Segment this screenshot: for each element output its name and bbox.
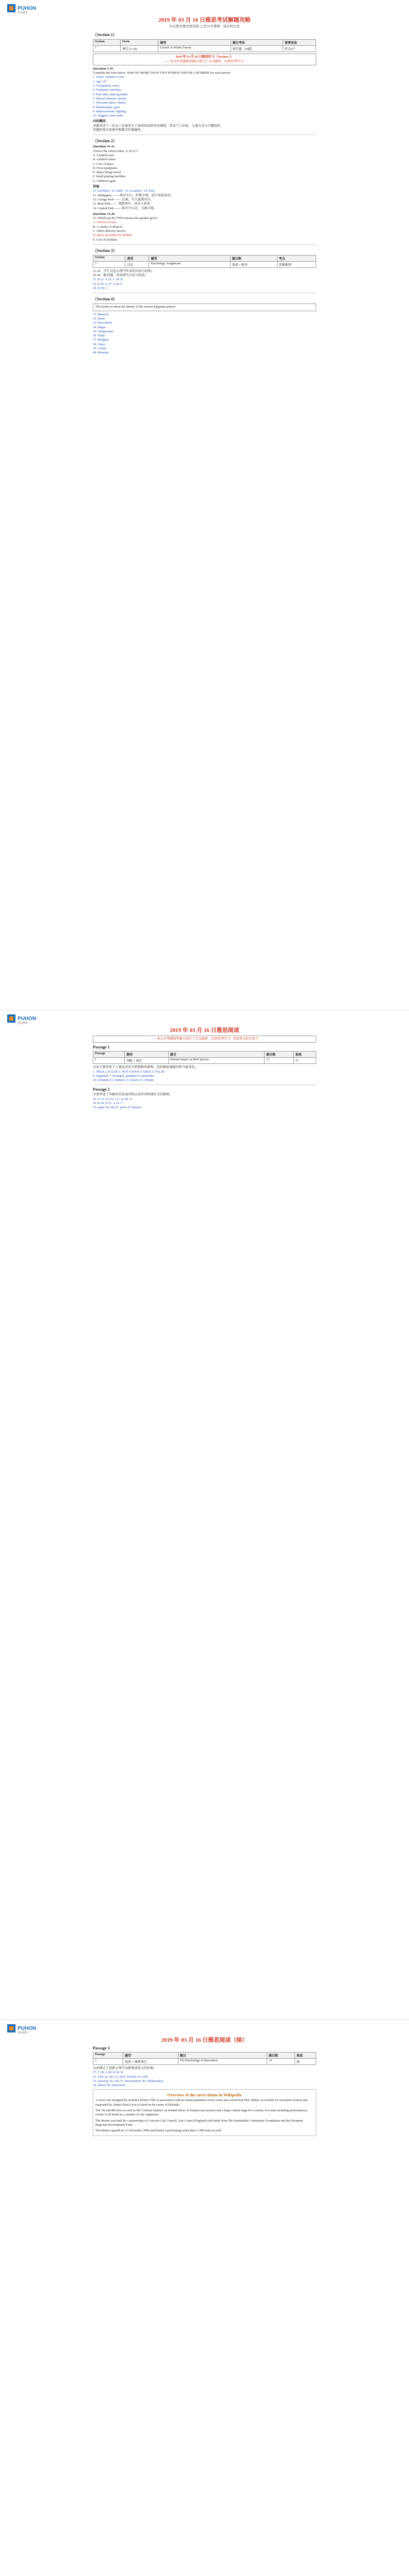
passage-1-table (93, 1051, 316, 1064)
list-item: B. Limited colour (93, 158, 116, 162)
article-paragraph: The theatre opened on 21 November 2008 and hosted a performing arena that's 1,000 seats in total. (95, 2129, 222, 2133)
answers-line: 25. E 26. G 27. A 28. F (93, 282, 123, 286)
list-item: 1. Name: Jennifer Lewis (93, 75, 124, 79)
section-1-table (93, 39, 316, 52)
passage-3-table (93, 2052, 316, 2065)
table-head-cell: 题目 (178, 2053, 267, 2059)
list-item: 36. Trade (93, 334, 105, 338)
page-3 (0, 2020, 409, 2576)
detail-line: 文章讲述了印刷术的发展历程以及其对欧洲社会的影响。 (93, 1093, 173, 1097)
answers-line: 19. B 20. D 21. A 22. C (93, 1101, 123, 1106)
page-title: 2019 年 03 月 16 日雅思考试解题攻略 (158, 17, 251, 23)
question-line: E. Cost of facilities (93, 238, 118, 242)
answers-line: 10. wetlands 11. feathers 12. insects 13. climate (93, 1078, 154, 1082)
table-head-cell: 考点 (277, 255, 316, 261)
list-item: 38. Glaze (93, 342, 105, 346)
svg-text:朴弘教育: 朴弘教育 (18, 2031, 28, 2035)
table-cell: 逻辑推理 (277, 261, 316, 267)
table-head-cell: Section (93, 40, 121, 46)
table-cell: Leisure Activities Survey (158, 46, 231, 52)
page-2-warning: ——本文对考题版型题目进行了全文解析，仅供参考学习 · 重要考点标注如下 (150, 1037, 259, 1041)
list-item: C. Low of space (93, 162, 114, 166)
table-cell: Psychology Assignment (149, 261, 230, 267)
table-head-cell: 难度 (293, 1052, 316, 1058)
table-cell: 难 (295, 2059, 316, 2065)
table-head-cell: 题目数 (267, 2053, 295, 2059)
question-line: C. Offers delivery service (93, 229, 126, 233)
list-item: D. Poor equipment (93, 166, 117, 170)
table-cell: 重点4个 (283, 46, 316, 52)
table-cell: 14 (267, 2059, 295, 2065)
table-head-cell: 重要信息 (283, 40, 316, 46)
page-1 (0, 0, 409, 1010)
answers-line: 29. D 30. C (93, 286, 108, 291)
list-item: 34. Shape (93, 325, 106, 329)
answers-line: 6. migration 7. nesting 8. predators 9. pesticides (93, 1074, 154, 1078)
answers-label: 答案： (93, 185, 103, 189)
question-line: 15. Which are the TWO reasons the speaker gives? (93, 216, 158, 221)
page-2-warning-box (93, 1036, 316, 1043)
article-box (93, 2089, 316, 2136)
table-head-cell: Section (93, 255, 125, 261)
answers-line: 35. curiosity 36. risk 37. environment 38. collaboration (93, 2079, 163, 2083)
question-line: B. A variety of shop-in (93, 225, 122, 229)
table-cell: Human Impact on Bird Species (168, 1058, 264, 1064)
section-1-label: （Section 1） (93, 32, 117, 38)
svg-text:PUHON: PUHON (18, 6, 37, 11)
article-title: Overview of the curve theme in Wikipedia (167, 2093, 242, 2098)
table-cell: 选择 + 摘要填空 (123, 2059, 178, 2065)
section-4-intro-box (93, 303, 316, 311)
section-3-table (93, 255, 316, 268)
svg-text:朴弘教育: 朴弘教育 (18, 11, 28, 14)
list-item: 31. Material (93, 312, 109, 316)
table-head-cell: Form (121, 40, 158, 46)
brand-logo (7, 2023, 44, 2035)
listening-section-3 (93, 248, 316, 291)
divider (93, 134, 316, 135)
section-2-label: （Section 2） (93, 139, 117, 144)
table-cell: 填空 (1-10) (121, 46, 158, 52)
list-item: 35. Temperature (93, 329, 114, 333)
passage-2-label: Passage 2 (93, 1087, 110, 1092)
list-item: 10. Suggest: more seats (93, 114, 123, 118)
page-title: 2019 年 03 月 16 日雅思阅读 (170, 1027, 239, 1033)
questions-instruction: Choose the correct letter, A, B or C. (93, 149, 139, 153)
answers-line: 1. TRUE 2. FALSE 3. NOT GIVEN 4. TRUE 5. FALSE (93, 1070, 165, 1074)
analysis-label: 内容概括： (93, 120, 109, 124)
detail-line: 25-30：配对题，涉及研究方法与结论。 (93, 274, 149, 278)
answers-line: 39. failure 40. motivation (93, 2083, 126, 2088)
answers-line: 27. C 28. A 29. D 30. B (93, 2071, 123, 2075)
list-item: 4. Transport: train/bus (93, 88, 121, 92)
detail-line: 14. Central Park —— 离市中心近，交通方便。 (93, 206, 157, 210)
answers-line: 31. YES 32. NO 33. NOT GIVEN 34. YES (93, 2075, 149, 2079)
table-cell: 选择 + 配对 (230, 261, 277, 267)
answer-list (93, 75, 316, 118)
table-cell: The Psychology of Innovation (178, 2059, 267, 2065)
table-cell: 3 (93, 261, 125, 267)
passage-3-label: Passage 3 (93, 2046, 110, 2050)
answers-line: 11. Facilities / 12. Staff / 13. Location / 14. Price (93, 189, 155, 193)
list-item: 39. Colour (93, 347, 107, 351)
table-cell: 13 (265, 1058, 294, 1064)
passage-1-label: Passage 1 (93, 1045, 110, 1050)
detail-line: 12. Grange Park —— 公园，有儿童游乐区。 (93, 197, 154, 201)
questions-intro: Questions 11-14 (93, 145, 114, 149)
answers-line: 21. B 22. A 23. C 24. B (93, 278, 123, 282)
detail-line: 文章探讨了创新心理学及影响创造力的因素。 (93, 2066, 157, 2070)
brand-logo (7, 1013, 44, 1025)
table-head-cell: 题型 (123, 2053, 178, 2059)
table-head-cell: 难度 (295, 2053, 316, 2059)
section-4-intro: The lecture is about the history of the ancient Egyptian pottery. (95, 305, 176, 309)
divider (93, 1084, 316, 1085)
listening-section-4 (93, 296, 316, 355)
page-title: 2019 年 03 月 16 日雅思阅读（续） (161, 2037, 248, 2043)
listening-section-1 (93, 32, 316, 132)
page-2 (0, 1010, 409, 2020)
list-item: 3. Occupation: nurse (93, 84, 120, 88)
page-subtitle: 朴弘教育雅思研究院 已有70名教师 · 请注明出处 (169, 25, 240, 28)
questions-intro: Questions 15-20 (93, 212, 115, 216)
list-item: 32. Stone (93, 316, 105, 320)
table-head-cell: 题目考法 (231, 40, 283, 46)
table-cell: 讨论 (125, 261, 149, 267)
analysis-line: 本题讲述了一位女士在接受关于休闲活动的问卷调查，涉及个人信息、交通方式与兴趣爱好。 (93, 124, 224, 128)
detail-line: 11. Wellington —— 体育中心，价格合理，适合家庭活动。 (93, 193, 174, 197)
table-head-cell: Passage (93, 1052, 125, 1058)
article-paragraph: The theatre was built by a partnership of Lowcorn City Council, Arts Council England with funds from The Sustainable Community Foundation and the European Regional Development Fund. (95, 2119, 303, 2127)
listening-section-2 (93, 138, 316, 242)
list-item: 5. Free time: playing tennis (93, 92, 128, 96)
questions-intro: Questions 1-10 (93, 66, 113, 71)
question-line: D. Space provided for children (93, 233, 133, 238)
section-1-box (93, 54, 316, 65)
option-list (93, 154, 316, 183)
table-cell: 判断 + 填空 (125, 1058, 169, 1064)
svg-text:PUHON: PUHON (18, 1016, 37, 1022)
list-item: A. Limited seats (93, 153, 114, 157)
divider (93, 244, 316, 245)
section-1-title-line: 2019 年 03 月 16 日雅思听力（Section 1） (175, 55, 234, 59)
detail-line: 21-24：学生讨论心理学作业的内容与结构。 (93, 269, 155, 273)
list-item: 6. Special interest: cinema (93, 96, 127, 100)
brand-logo (7, 3, 44, 14)
table-head-cell: 题目数 (265, 1052, 294, 1058)
list-item: F. Small playing facilities (93, 175, 126, 179)
answers-line: 23. paper 24. ink 25. press 26. literacy (93, 1106, 142, 1110)
table-cell: 1 (93, 46, 121, 52)
answers-line: 14. iv 15. vii 16. i 17. iii 18. vi (93, 1097, 132, 1101)
list-item: E. Space being crowd (93, 171, 121, 175)
svg-text:朴弘教育: 朴弘教育 (18, 1022, 28, 1025)
article-paragraph: A curve was designed by architect Robert Villa in association with an urban population sector scene and a historical Plan, Rabat. Accessible for recreation visitors and supported by Adams Kane Lyon is based in the centre of Helsinki. (95, 2098, 308, 2107)
section-4-label: （Section 4） (93, 297, 117, 302)
table-cell: 填空题（10题） (231, 46, 283, 52)
table-head-cell: 题目 (168, 1052, 264, 1058)
table-head-cell: 题型 (158, 40, 231, 46)
list-item: 40. Museum (93, 351, 109, 355)
section-3-label: （Section 3） (93, 248, 117, 253)
list-item: 37. Religion (93, 338, 109, 342)
list-item: 7. Favourite place: library (93, 101, 126, 105)
svg-text:PUHON: PUHON (18, 2026, 37, 2031)
table-cell: 中 (293, 1058, 316, 1064)
table-cell: 3 (93, 2059, 123, 2065)
analysis-line: 答题时需注意拼写和数字的准确性。 (93, 128, 144, 132)
list-item: 2. Age: 29 (93, 79, 106, 83)
list-item: 33. Decoration (93, 321, 112, 325)
table-head-cell: 题型 (125, 1052, 169, 1058)
table-head-cell: 题目数 (230, 255, 277, 261)
table-head-cell: 类型 (125, 255, 149, 261)
question-line: A. Volume of trees (93, 221, 117, 225)
list-item: 9. Improvements: lighting (93, 109, 126, 113)
questions-instruction: Complete the form below. Write NO MORE THAN TWO WORDS AND/OR A NUMBER for each answer. (93, 71, 231, 75)
table-head-cell: Passage (93, 2053, 123, 2059)
list-item: G. Unknown gym (93, 179, 116, 183)
list-item: 8. Membership: gold (93, 105, 120, 109)
detail-line: 文章主要讲述了人类活动对鸟类物种的影响，包括栖息地破坏和气候变化。 (93, 1065, 199, 1070)
article-paragraph: The 7th and 8th floor as well as the 'Cultural Quarter' on Rashid Street. It features sun terraces and a large central stage for a variety of events including performances, events of all kinds by a number of city organisers. (95, 2109, 308, 2117)
detail-line: 13. Boat Park —— 划船项目，周末人较多。 (93, 202, 154, 206)
table-cell: 1 (93, 1058, 125, 1064)
section-1-warning: ——本文对考题版型题目进行了全文解析，仅供参考学习 · (163, 59, 246, 63)
table-head-cell: 题型 (149, 255, 230, 261)
